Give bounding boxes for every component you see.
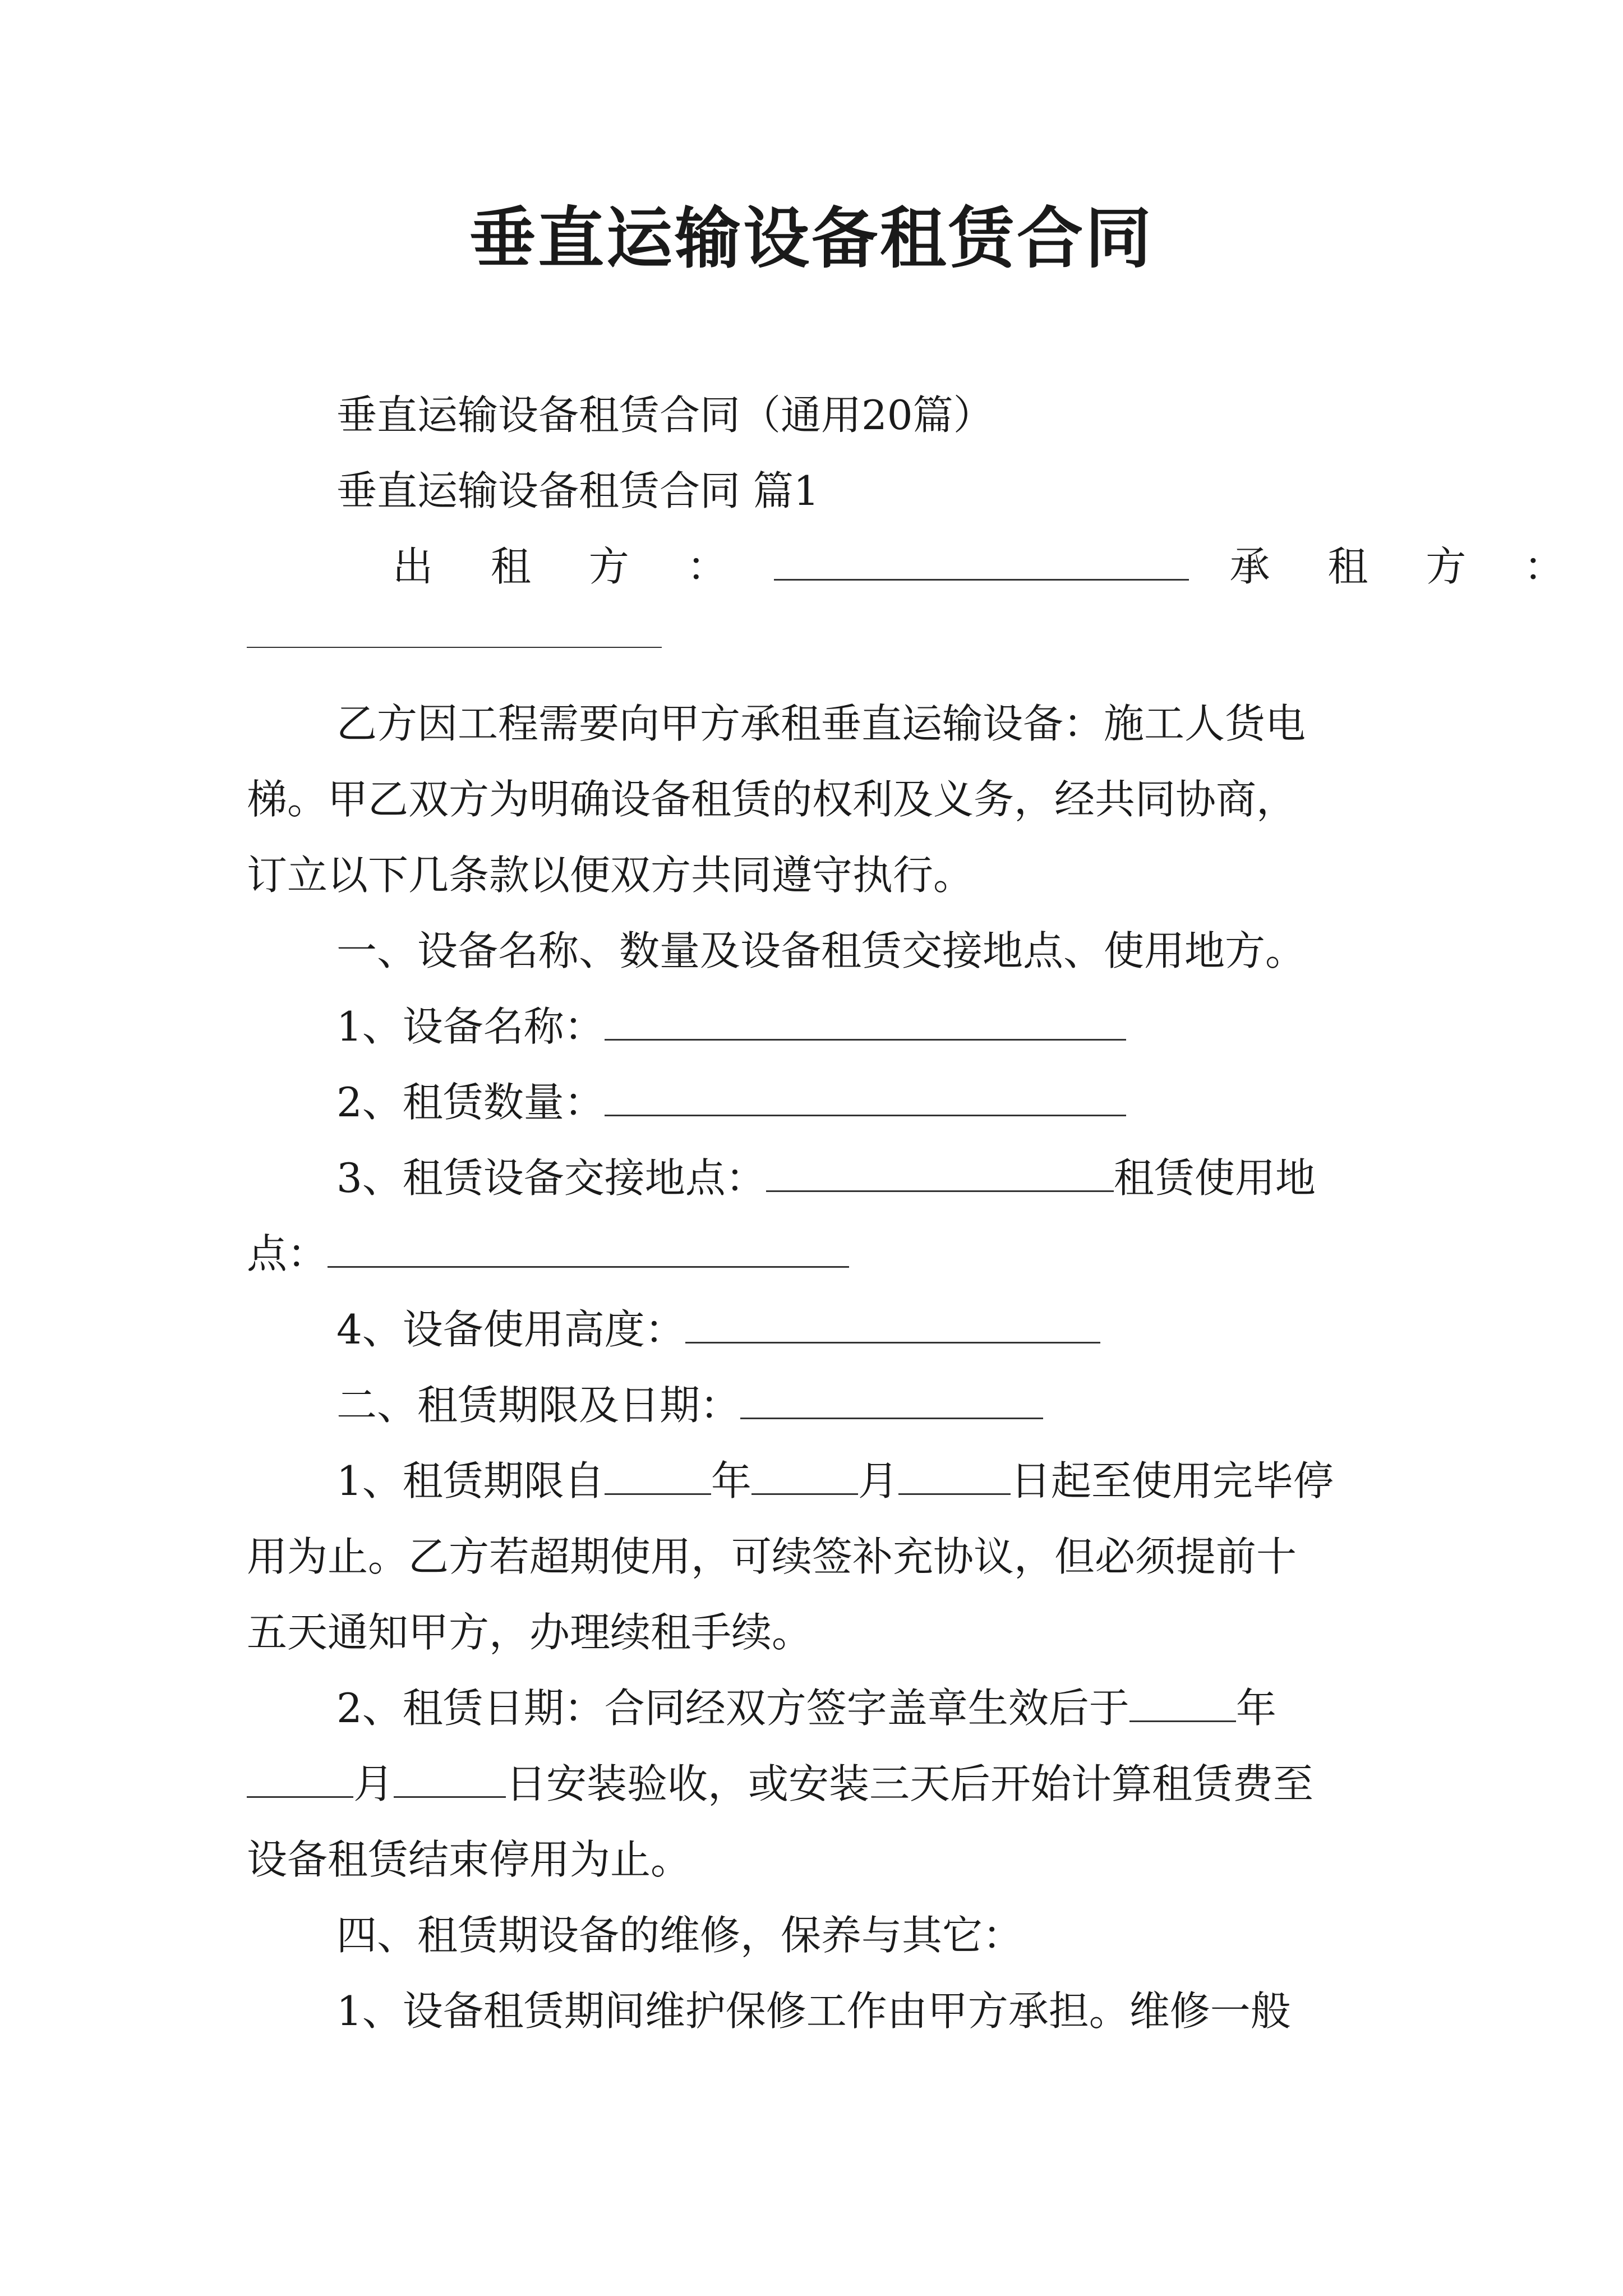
item-rental-period bbox=[336, 1453, 1481, 1509]
item-label: 1、设备名称： bbox=[336, 1003, 605, 1050]
month-blank bbox=[751, 1454, 858, 1495]
document-title: 垂直运输设备租赁合同 bbox=[469, 199, 1154, 277]
body-line: 设备租赁结束停用为止。 bbox=[247, 1836, 691, 1883]
section4-heading: 四、租赁期设备的维修，保养与其它： bbox=[336, 1912, 1023, 1959]
body-line: 1、设备租赁期间维护保修工作由甲方承担。维修一般 bbox=[336, 1987, 1291, 2035]
lessee-blank-line bbox=[247, 606, 1391, 662]
document-subtitle: 垂直运输设备租赁合同（通用20篇） bbox=[336, 392, 994, 439]
item-blank bbox=[605, 1075, 1126, 1116]
lessee-label: 承 租 方 ： bbox=[1229, 543, 1587, 590]
item-label: 2、租赁数量： bbox=[336, 1079, 605, 1126]
day-blank bbox=[394, 1757, 506, 1798]
item-usage-location bbox=[247, 1226, 1391, 1282]
item-blank bbox=[685, 1303, 1100, 1343]
body-line: 用为止。乙方若超期使用，可续签补充协议，但必须提前十 bbox=[247, 1533, 1297, 1580]
item-usage-height bbox=[336, 1301, 1481, 1358]
intro-line: 梯。甲乙双方为明确设备租赁的权利及义务，经共同协商， bbox=[247, 776, 1297, 823]
item-label: 租赁使用地 bbox=[1113, 1154, 1316, 1202]
lessee-blank bbox=[247, 608, 662, 648]
year-blank bbox=[1129, 1681, 1236, 1722]
section1-heading: 一、设备名称、数量及设备租赁交接地点、使用地方。 bbox=[336, 927, 1306, 974]
day-blank bbox=[898, 1454, 1011, 1495]
item-blank bbox=[740, 1378, 1043, 1419]
item-rental-date-cont bbox=[247, 1756, 1391, 1812]
item-blank bbox=[605, 1000, 1126, 1041]
item-handover-location bbox=[336, 1150, 1481, 1206]
item-rental-quantity bbox=[336, 1074, 1481, 1130]
item-label: 点： bbox=[247, 1230, 328, 1277]
intro-line: 订立以下几条款以便双方共同遵守执行。 bbox=[247, 852, 974, 899]
item-label: 日安装验收，或安装三天后开始计算租赁费至 bbox=[506, 1760, 1314, 1807]
item-label: 3、租赁设备交接地点： bbox=[336, 1154, 766, 1202]
year-label: 年 bbox=[1235, 1685, 1276, 1732]
item-label: 4、设备使用高度： bbox=[336, 1306, 685, 1353]
year-blank bbox=[605, 1454, 711, 1495]
month-label: 月 bbox=[353, 1760, 394, 1807]
item-blank bbox=[328, 1227, 849, 1268]
item-blank bbox=[766, 1151, 1114, 1192]
section2-heading bbox=[336, 1377, 1481, 1433]
item-equipment-name bbox=[336, 999, 1481, 1055]
item-label: 1、租赁期限自 bbox=[336, 1457, 605, 1504]
section-label: 二、租赁期限及日期： bbox=[336, 1382, 741, 1429]
intro-line: 乙方因工程需要向甲方承租垂直运输设备：施工人货电 bbox=[336, 700, 1306, 747]
party-line bbox=[393, 539, 1587, 595]
article-heading: 垂直运输设备租赁合同 篇1 bbox=[336, 467, 819, 514]
lessor-label: 出 租 方 ： bbox=[393, 543, 750, 590]
item-label: 2、租赁日期：合同经双方签字盖章生效后于 bbox=[336, 1685, 1129, 1732]
item-label: 日起至使用完毕停 bbox=[1010, 1457, 1334, 1504]
body-line: 五天通知甲方，办理续租手续。 bbox=[247, 1609, 813, 1656]
month-label: 月 bbox=[857, 1457, 898, 1504]
month-blank bbox=[247, 1757, 353, 1798]
year-label: 年 bbox=[711, 1457, 751, 1504]
lessor-blank bbox=[774, 540, 1189, 581]
item-rental-date bbox=[336, 1680, 1481, 1736]
